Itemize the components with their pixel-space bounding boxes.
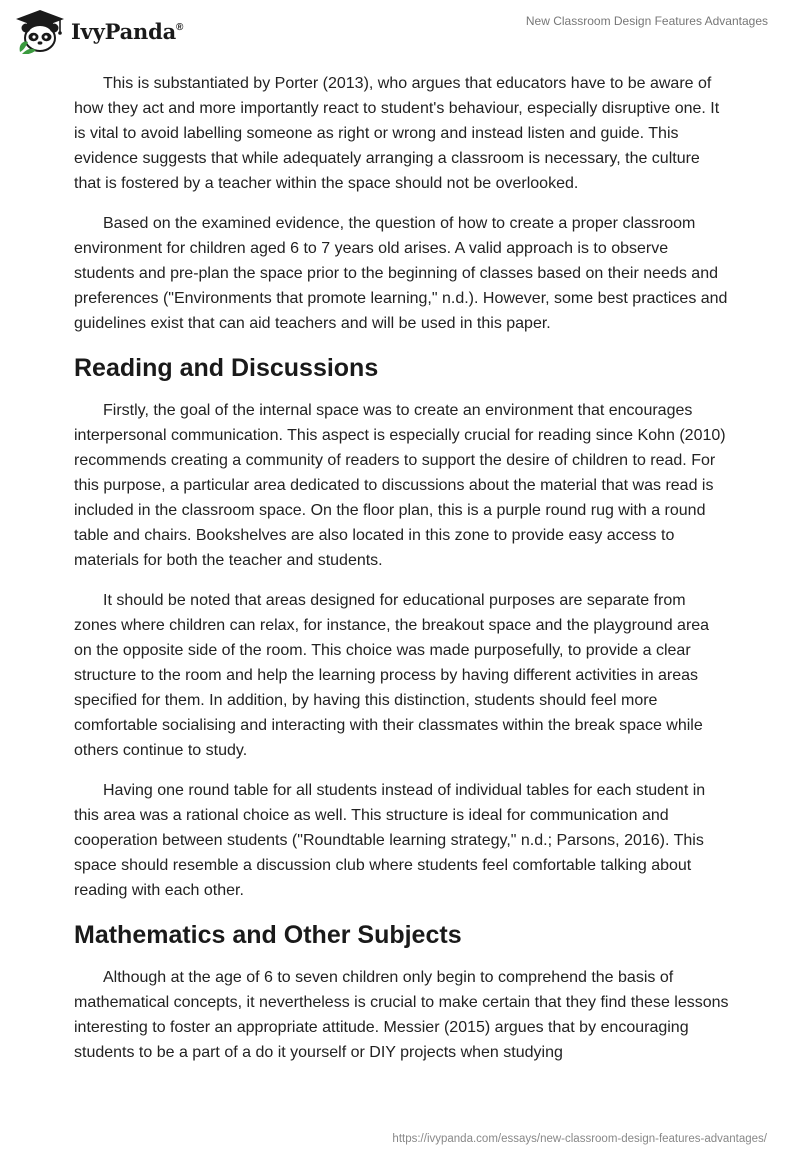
registered-mark: ® <box>176 21 184 33</box>
source-url[interactable]: https://ivypanda.com/essays/new-classroom-design-features-advantages/ <box>392 1133 767 1145</box>
paragraph: Based on the examined evidence, the question of how to create a proper classroom environment for children aged 6 to 7 years old arises. A valid approach is to observe students and pre-plan the space prior to the beginning of classes based on their needs and preferences ("Environments that promote learning," n.d.). However, some best practices and guidelines exist that can aid teachers and will be used in this paper. <box>74 215 728 332</box>
paragraph: Having one round table for all students instead of individual tables for each student in this area was a rational choice as well. This structure is ideal for communication and cooperation between students ("Roundtable learning strategy," n.d.; Parsons, 2016). This space should resemble a discussion club where students feel comfortable talking about reading with each other. <box>74 782 706 899</box>
document-title: New Classroom Design Features Advantages <box>525 14 768 28</box>
page-header <box>0 0 800 62</box>
brand-name: IvyPanda® <box>71 18 184 44</box>
section-heading-math: Mathematics and Other Subjects <box>74 921 462 949</box>
panda-graduate-icon <box>14 8 66 54</box>
paragraph: Firstly, the goal of the internal space was to create an environment that encourages interpersonal communication. This aspect is especially crucial for reading since Kohn (2010) recommends creating a community of readers to support the desire of children to read. For this purpose, a particular area dedicated to discussions about the material that was read is included in the classroom space. On the floor plan, this is a purple round rug with a round table and chairs. Bookshelves are also located in this zone to provide easy access to materials for both the teacher and students. <box>74 402 726 569</box>
paragraph: Although at the age of 6 to seven children only begin to comprehend the basis of mathematical concepts, it nevertheless is crucial to make certain that they find these lessons interesting to foster an appropriate attitude. Messier (2015) argues that by encouraging students to be a part of a do it yourself or DIY projects when studying <box>74 969 729 1061</box>
article-body <box>74 71 730 1065</box>
brand-logo[interactable] <box>14 8 183 54</box>
section-heading-reading: Reading and Discussions <box>74 354 379 382</box>
paragraph: This is substantiated by Porter (2013), who argues that educators have to be aware of how they act and more importantly react to student's behaviour, especially disruptive one. It is vital to avoid labelling someone as right or wrong and instead listen and guide. This evidence suggests that while adequately arranging a classroom is necessary, the culture that is fostered by a teacher within the space should not be overlooked. <box>74 75 720 192</box>
paragraph: It should be noted that areas designed for educational purposes are separate from zones where children can relax, for instance, the breakout space and the playground area on the opposite side of the room. This choice was made purposefully, to provide a clear structure to the room and help the learning process by having different activities in areas specified for them. In addition, by having this distinction, students should feel more comfortable socialising and interacting with their classmates within the break space while others continue to study. <box>74 592 710 759</box>
